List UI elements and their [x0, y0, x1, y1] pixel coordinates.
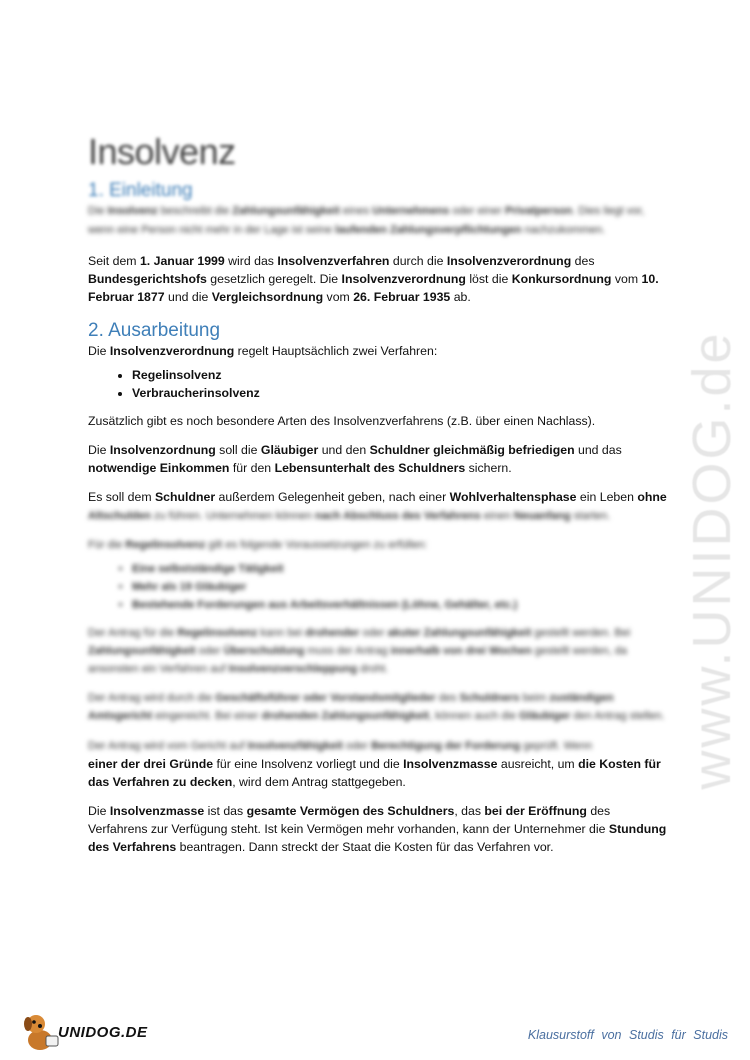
blurred-paragraph-intro: Die Insolvenz beschreibt die Zahlungsunfähigkeit eines Unternehmens oder einer Privatperson. Dies liegt vor, wenn eine Person nicht mehr in der Lage ist seine laufenden Zahlungsverpflichtungen nachzukommen. [88, 205, 645, 236]
dog-logo-icon [22, 1010, 62, 1054]
list-item: • Regelinsolvenz [132, 366, 668, 384]
section-heading-einleitung: 1. Einleitung [88, 180, 193, 201]
paragraph-purpose: Die Insolvenzordnung soll die Gläubiger und den Schuldner gleichmäßig befriedigen und das notwendige Einkommen für den Lebensunterhalt des Schuldners sichern. [88, 443, 622, 475]
procedure-list [88, 366, 668, 402]
list-item: • Bestehende Forderungen aus Arbeitsverhältnissen (Löhne, Gehälter, etc.) [132, 596, 668, 614]
logo-text: UNIDOG.DE [58, 1024, 148, 1041]
footer-tagline: Klausurstoff von Studis für Studis [527, 1028, 728, 1042]
blurred-paragraph-regelinsolvenz: Für die Regelinsolvenz gilt es folgende Voraussetzungen zu erfüllen: [88, 539, 428, 551]
paragraph-verfahren: Die Insolvenzverordnung regelt Hauptsächlich zwei Verfahren: [88, 344, 438, 358]
blurred-text: Der Antrag wird vom Gericht auf Insolvenzfähigkeit oder Berechtigung der Forderung geprüft. Wenn [88, 740, 593, 752]
page-title: Insolvenz [88, 131, 236, 172]
paragraph-pruefung: Der Antrag wird vom Gericht auf Insolvenzfähigkeit oder Berechtigung der Forderung geprüft. Wenn einer der drei Gründe für eine Insolvenz vorliegt und die Insolvenzmasse ausreicht, um die Kosten für das Verfahren zu decken, wird dem Antrag stattgegeben. [88, 740, 661, 789]
list-item: • Eine selbstständige Tätigkeit [132, 560, 668, 578]
section-heading-ausarbeitung: 2. Ausarbeitung [88, 320, 221, 341]
document-body [88, 132, 668, 867]
blurred-paragraph-antrag: Der Antrag für die Regelinsolvenz kann bei drohender oder akuter Zahlungsunfähigkeit gestellt werden. Bei Zahlungsunfähigkeit oder Überschuldung muss der Antrag innerhalb von drei Wochen gestellt werden, da ansonsten ein Verfahren auf Insolvenzverschleppung droht. [88, 627, 631, 675]
paragraph-insolvenzmasse: Die Insolvenzmasse ist das gesamte Vermögen des Schuldners, das bei der Eröffnung des Verfahrens zur Verfügung steht. Ist kein Vermögen mehr vorhanden, kann der Unternehmer die Stundung des Verfahrens beantragen. Dann streckt der Staat die Kosten für das Verfahren vor. [88, 804, 667, 854]
list-item: • Verbraucherinsolvenz [132, 384, 668, 402]
list-item: • Mehr als 19 Gläubiger [132, 578, 668, 596]
blurred-text: Altschulden zu führen. Unternehmen können nach Abschluss des Verfahrens einen Neuanfang starten. [88, 510, 611, 522]
paragraph-wohlverhalten: Es soll dem Schuldner außerdem Gelegenheit geben, nach einer Wohlverhaltensphase ein Leben ohne Altschulden zu führen. Unternehmen können nach Abschluss des Verfahrens einen Neuanfang starten. [88, 490, 667, 522]
paragraph-history: Seit dem 1. Januar 1999 wird das Insolvenzverfahren durch die Insolvenzverordnung des Bundesgerichtshofs gesetzlich geregelt. Die Insolvenzverordnung löst die Konkursordnung vom 10. Februar 1877 und die Vergleichsordnung vom 26. Februar 1935 ab. [88, 254, 659, 304]
requirements-list [88, 560, 668, 614]
paragraph-special-types: Zusätzlich gibt es noch besondere Arten des Insolvenzverfahrens (z.B. über einen Nachlass). [88, 414, 596, 428]
watermark: www.UNIDOG.de [682, 330, 742, 790]
unidog-logo [22, 1010, 182, 1054]
blurred-paragraph-einreichung: Der Antrag wird durch die Geschäftsführer oder Vorstandsmitglieder des Schuldners beim zuständigen Amtsgericht eingereicht. Bei einer drohenden Zahlungsunfähigkeit, können auch die Gläubiger den Antrag stellen. [88, 692, 665, 722]
